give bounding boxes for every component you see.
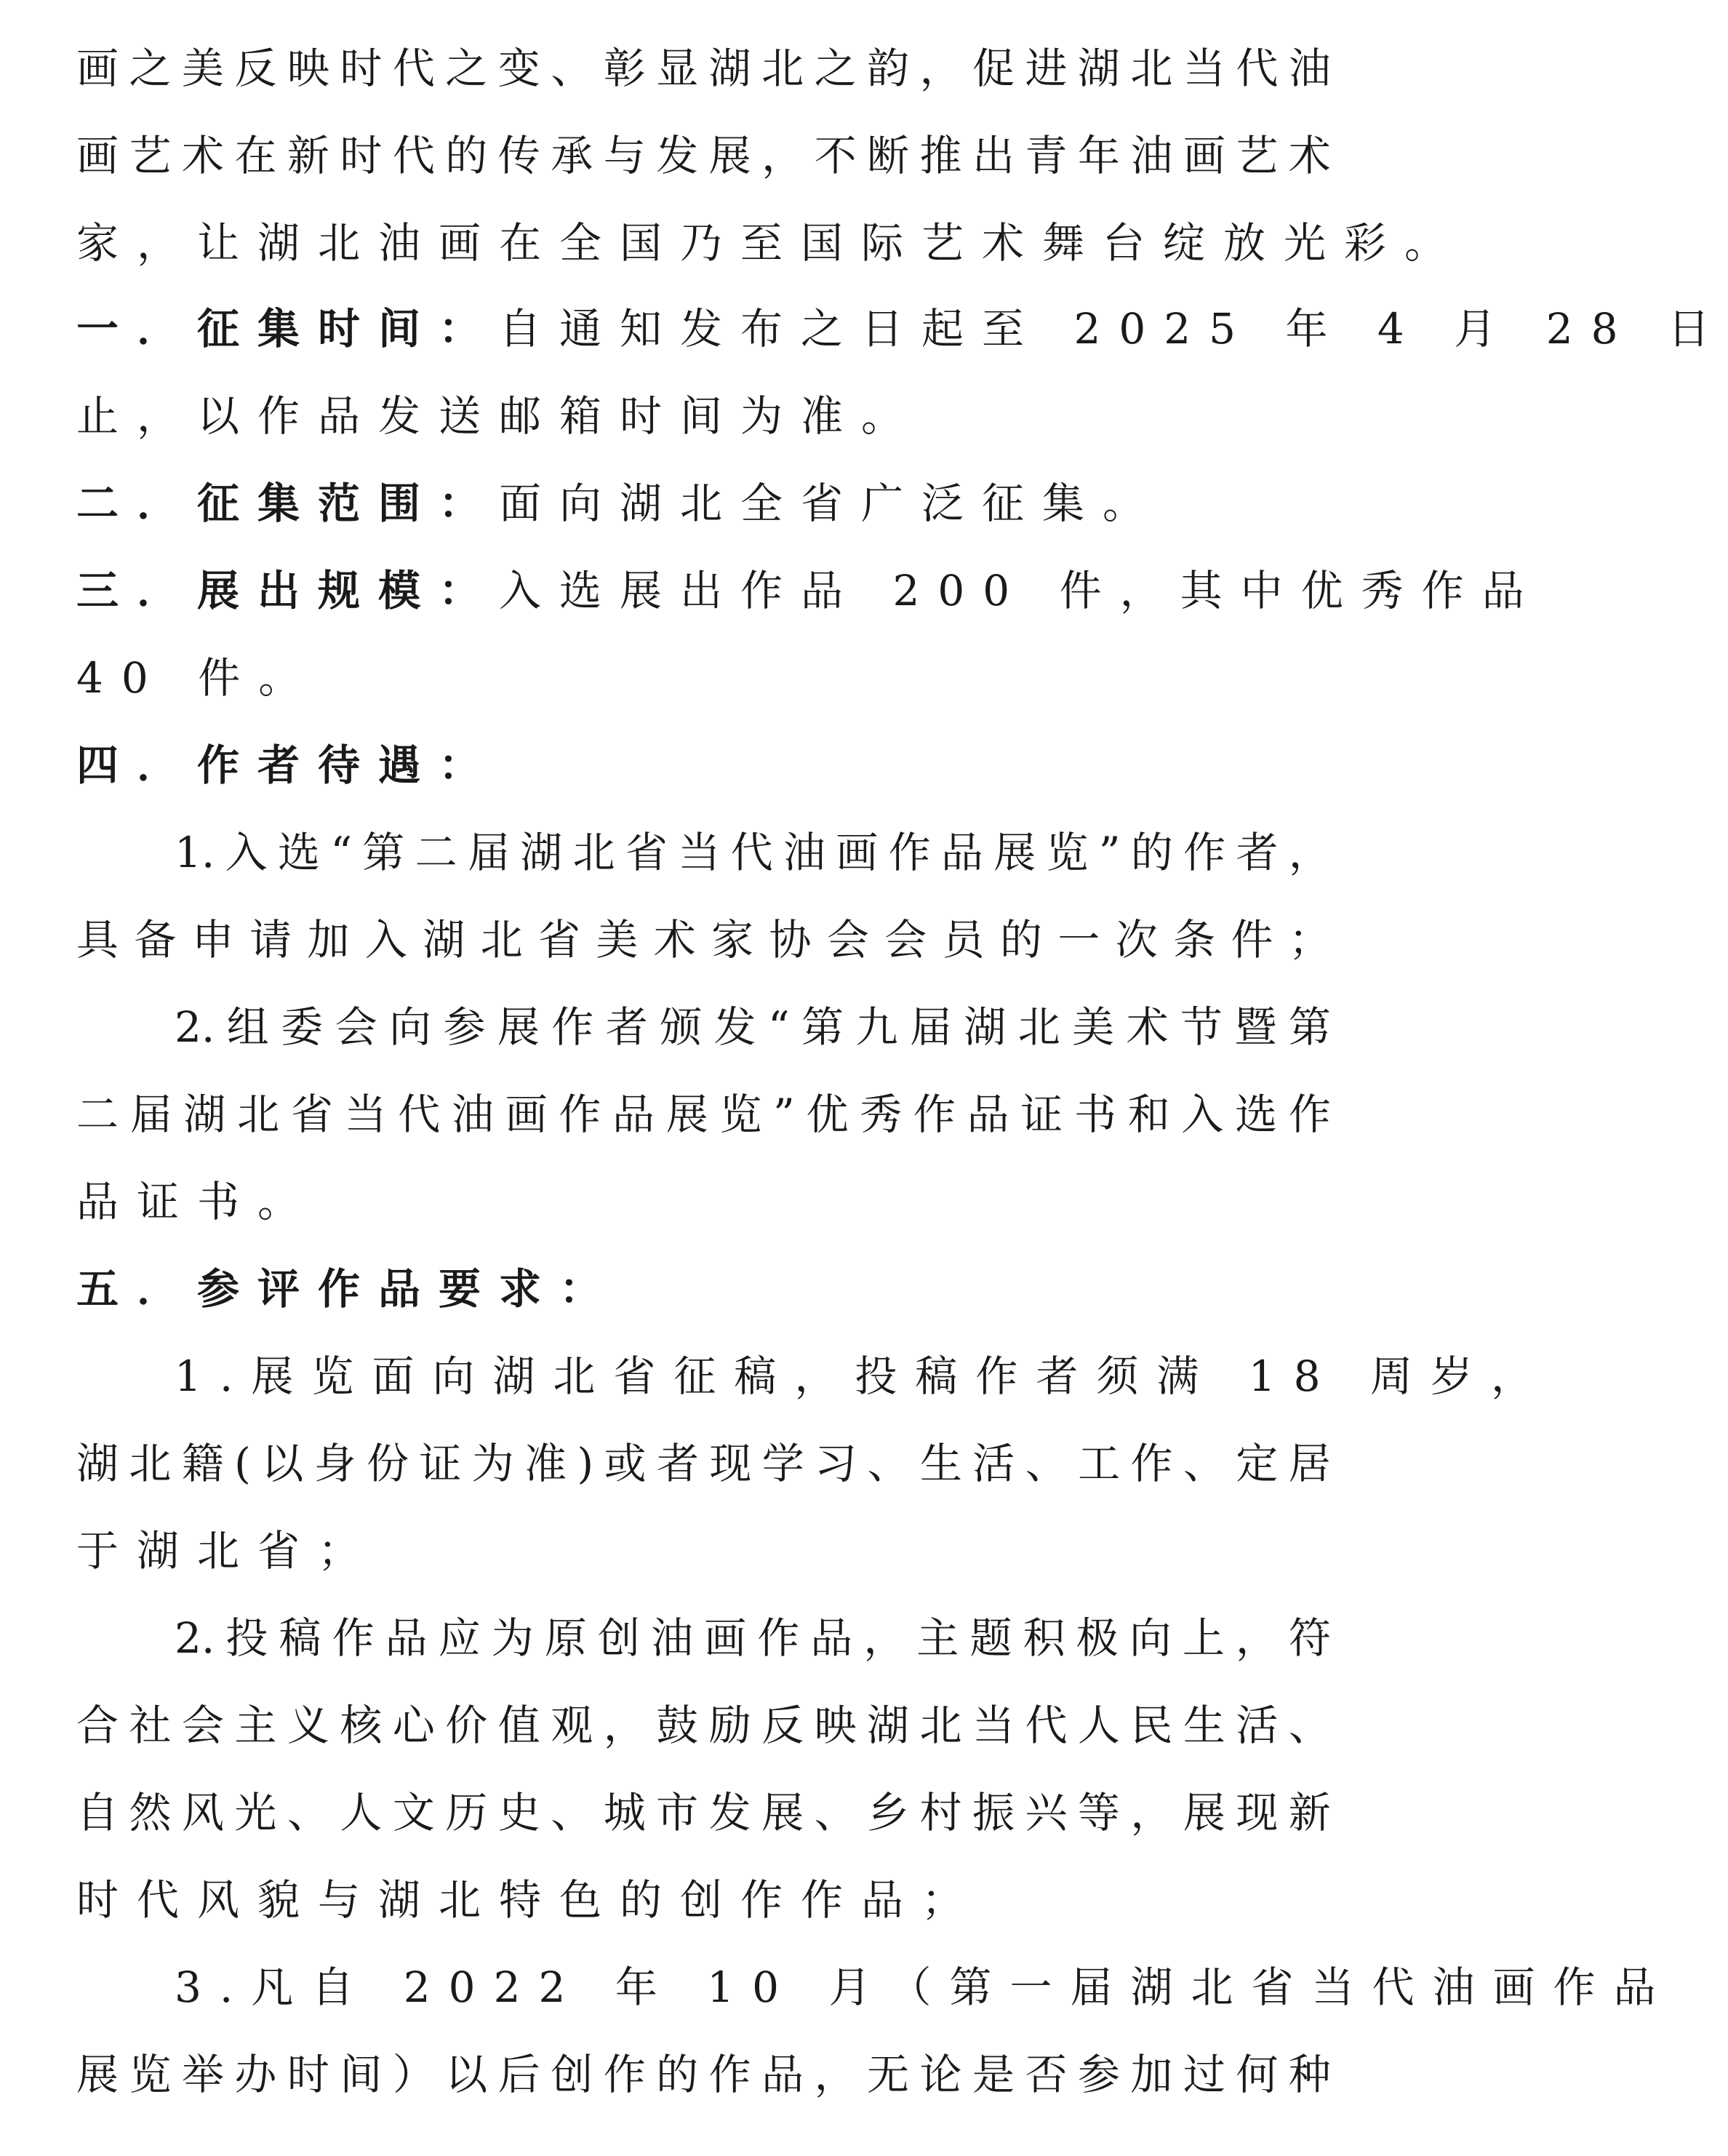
section-text: 面向湖北全省广泛征集。: [499, 479, 1164, 528]
glyph: 协: [769, 915, 812, 965]
glyph: 过: [1183, 2050, 1225, 2099]
glyph: 断: [867, 131, 910, 180]
glyph: 优: [806, 1090, 849, 1139]
glyph: ，: [1130, 1788, 1173, 1837]
glyph: 民: [1130, 1701, 1173, 1750]
glyph: 第: [1288, 1002, 1331, 1052]
glyph: 北: [761, 44, 804, 93]
list-item-line: 品证书。: [76, 1177, 319, 1226]
glyph: 会: [826, 915, 869, 965]
glyph: 员: [942, 915, 985, 965]
glyph: 、: [1288, 1701, 1331, 1750]
glyph: 作: [1130, 1439, 1173, 1488]
glyph: 术: [1288, 131, 1331, 180]
glyph: ，: [761, 131, 804, 180]
glyph: (: [234, 1439, 251, 1488]
glyph: ，: [1288, 828, 1331, 877]
glyph: 品: [940, 828, 983, 877]
glyph: 节: [1180, 1002, 1223, 1052]
glyph: 文: [392, 1788, 435, 1837]
glyph: 和: [1127, 1090, 1170, 1139]
glyph: 鼓: [656, 1701, 699, 1750]
glyph: 九: [855, 1002, 898, 1052]
glyph: ；: [1288, 915, 1331, 965]
glyph: 韵: [867, 44, 910, 93]
glyph: 画: [76, 44, 119, 93]
glyph: 品: [761, 2050, 804, 2099]
glyph: 第: [362, 828, 405, 877]
list-item-line: [76, 1770, 1331, 1856]
glyph: 籍: [181, 1439, 224, 1488]
glyph: 会: [335, 1002, 377, 1052]
glyph: 映: [814, 1701, 857, 1750]
glyph: 申: [191, 915, 234, 965]
glyph: 美: [1072, 1002, 1115, 1052]
glyph: 会: [884, 915, 927, 965]
glyph: 身: [313, 1439, 356, 1488]
glyph: ，: [1235, 1613, 1278, 1663]
glyph: 省: [625, 828, 668, 877]
glyph: 北: [1130, 44, 1173, 93]
glyph: 现: [709, 1439, 752, 1488]
glyph: 条: [1173, 915, 1216, 965]
glyph: 代: [392, 44, 435, 93]
glyph: 件: [1231, 915, 1273, 965]
glyph: 符: [1288, 1613, 1331, 1663]
glyph: 时: [340, 131, 383, 180]
glyph: ，: [919, 44, 962, 93]
list-item-line: [76, 897, 1331, 983]
glyph: 活: [1236, 1701, 1279, 1750]
glyph: 等: [1077, 1788, 1120, 1837]
glyph: 选: [1235, 1090, 1278, 1139]
glyph: 活: [972, 1439, 1015, 1488]
glyph: 题: [969, 1613, 1012, 1663]
glyph: 加: [1130, 2050, 1173, 2099]
glyph: 一: [1057, 915, 1100, 965]
glyph: 当: [344, 1090, 387, 1139]
glyph: 现: [1236, 1788, 1279, 1837]
glyph: 油: [1288, 44, 1331, 93]
glyph: 届: [909, 1002, 952, 1052]
glyph: 代: [1025, 1701, 1068, 1750]
glyph: 种: [1288, 2050, 1331, 2099]
paragraph-line: 家，让湖北油画在全国乃至国际艺术舞台绽放光彩。: [76, 218, 1465, 268]
glyph: 自: [76, 1788, 119, 1837]
glyph: 无: [867, 2050, 910, 2099]
glyph: 入: [1181, 1090, 1224, 1139]
glyph: ，: [814, 2050, 857, 2099]
section-collection-scope: [76, 460, 1331, 546]
glyph: 之: [129, 44, 172, 93]
glyph: 心: [392, 1701, 435, 1750]
glyph: 湖: [423, 915, 465, 965]
glyph: 画: [836, 828, 879, 877]
glyph: 市: [656, 1788, 699, 1837]
glyph: 促: [972, 44, 1015, 93]
glyph: 画: [1183, 131, 1225, 180]
glyph: 备: [134, 915, 177, 965]
glyph: 美: [181, 44, 224, 93]
glyph: 二: [415, 828, 457, 877]
glyph: 学: [761, 1439, 804, 1488]
glyph: 积: [1023, 1613, 1065, 1663]
list-item-line: 于湖北省；: [76, 1526, 379, 1576]
glyph: 史: [497, 1788, 540, 1837]
glyph: 当: [972, 1701, 1015, 1750]
glyph: 举: [181, 2050, 224, 2099]
glyph: 风: [181, 1788, 224, 1837]
glyph: 者: [656, 1439, 699, 1488]
glyph: 办: [234, 2050, 277, 2099]
list-item-line: 时代风貌与湖北特色的创作作品；: [76, 1875, 983, 1925]
glyph: 证: [1020, 1090, 1063, 1139]
glyph: 北: [572, 828, 615, 877]
glyph: 入: [225, 828, 268, 877]
glyph: 生: [1183, 1701, 1225, 1750]
glyph: 合: [76, 1701, 119, 1750]
glyph: 油: [1130, 131, 1173, 180]
glyph: 作: [913, 1090, 956, 1139]
glyph: 间: [340, 2050, 383, 2099]
glyph: 北: [129, 1439, 172, 1488]
glyph: 届: [467, 828, 510, 877]
glyph: 极: [1076, 1613, 1119, 1663]
glyph: 北: [919, 1701, 962, 1750]
glyph: 代: [730, 828, 773, 877]
glyph: 油: [783, 828, 825, 877]
glyph: 代: [1236, 44, 1279, 93]
glyph: 新: [1288, 1788, 1331, 1837]
glyph: 定: [1236, 1439, 1279, 1488]
section-exhibition-scale: [76, 548, 1543, 634]
glyph: 居: [1288, 1439, 1331, 1488]
list-item-line: [175, 810, 1331, 895]
glyph: 新: [287, 131, 329, 180]
glyph: 以: [445, 2050, 488, 2099]
paragraph-line: 止，以作品发送邮箱时间为准。: [76, 391, 922, 441]
glyph: 进: [1025, 44, 1068, 93]
glyph: 届: [129, 1090, 172, 1139]
section-collection-time: [76, 286, 1728, 372]
glyph: 加: [307, 915, 350, 965]
glyph: 湖: [1077, 44, 1120, 93]
glyph: 然: [129, 1788, 172, 1837]
glyph: 发: [708, 1788, 751, 1837]
glyph: 是: [972, 2050, 1015, 2099]
glyph: 当: [678, 828, 721, 877]
glyph: “: [767, 1002, 790, 1052]
glyph: 准: [524, 1439, 567, 1488]
glyph: 组: [226, 1002, 269, 1052]
glyph: 入: [364, 915, 407, 965]
glyph: 会: [181, 1701, 224, 1750]
glyph: 的: [656, 2050, 699, 2099]
glyph: 省: [538, 915, 581, 965]
glyph: 创: [551, 2050, 593, 2099]
glyph: 发: [713, 1002, 756, 1052]
glyph: 发: [656, 131, 699, 180]
glyph: 展: [497, 1002, 540, 1052]
glyph: 术: [653, 915, 696, 965]
glyph: 创: [597, 1613, 640, 1663]
glyph: 请: [249, 915, 292, 965]
glyph: 湖: [520, 828, 563, 877]
glyph: 历: [445, 1788, 488, 1837]
glyph: ）: [392, 2050, 435, 2099]
glyph: 作: [551, 1002, 594, 1052]
glyph: 人: [1077, 1701, 1120, 1750]
glyph: 参: [443, 1002, 486, 1052]
glyph: ): [577, 1439, 594, 1488]
glyph: 的: [1000, 915, 1043, 965]
glyph: 湖: [76, 1439, 119, 1488]
glyph: 油: [651, 1613, 694, 1663]
glyph: 览: [129, 2050, 172, 2099]
glyph: 年: [1077, 131, 1120, 180]
glyph: 、: [814, 1788, 857, 1837]
glyph: 兴: [1025, 1788, 1068, 1837]
glyph: 论: [919, 2050, 962, 2099]
glyph: 、: [551, 1788, 593, 1837]
glyph: 2.: [175, 1613, 215, 1663]
glyph: 展: [665, 1090, 708, 1139]
glyph: 人: [340, 1788, 383, 1837]
glyph: 湖: [964, 1002, 1007, 1052]
glyph: 委: [281, 1002, 324, 1052]
glyph: 者: [605, 1002, 648, 1052]
glyph: 次: [1115, 915, 1158, 965]
glyph: 展: [761, 1788, 804, 1837]
glyph: 二: [76, 1090, 119, 1139]
glyph: ，: [603, 1701, 646, 1750]
glyph: 彰: [603, 44, 646, 93]
glyph: 展: [76, 2050, 119, 2099]
glyph: 暨: [1234, 1002, 1277, 1052]
glyph: 之: [445, 44, 488, 93]
glyph: 、: [287, 1788, 329, 1837]
glyph: “: [330, 828, 352, 877]
glyph: 作: [1288, 1090, 1331, 1139]
glyph: 代: [398, 1090, 441, 1139]
section-heading: 二．征集范围：: [76, 479, 500, 528]
glyph: 时: [287, 2050, 329, 2099]
glyph: 湖: [708, 44, 751, 93]
glyph: 作: [603, 2050, 646, 2099]
glyph: 代: [392, 131, 435, 180]
glyph: 术: [181, 131, 224, 180]
glyph: 北: [237, 1090, 280, 1139]
glyph: 展: [1183, 1788, 1225, 1837]
glyph: 向: [389, 1002, 432, 1052]
glyph: 原: [544, 1613, 587, 1663]
glyph: 向: [1129, 1613, 1172, 1663]
glyph: 工: [1078, 1439, 1121, 1488]
section-heading-work-requirements: 五．参评作品要求：: [76, 1264, 620, 1314]
glyph: 北: [1017, 1002, 1060, 1052]
glyph: 品: [967, 1090, 1009, 1139]
glyph: 具: [76, 915, 119, 965]
glyph: 作: [332, 1613, 375, 1663]
glyph: 、: [1025, 1439, 1068, 1488]
glyph: 、: [867, 1439, 910, 1488]
glyph: 艺: [129, 131, 172, 180]
glyph: 家: [711, 915, 754, 965]
list-item-line: 3.凡自 2022 年 10 月（第一届湖北省当代油画作品: [175, 1963, 1674, 2012]
glyph: 省: [290, 1090, 333, 1139]
glyph: 应: [438, 1613, 481, 1663]
glyph: 品: [612, 1090, 655, 1139]
glyph: 2.: [175, 1002, 215, 1052]
glyph: 稿: [279, 1613, 321, 1663]
glyph: 振: [972, 1788, 1015, 1837]
list-item-line: [175, 1595, 1331, 1681]
glyph: 光: [234, 1788, 277, 1837]
glyph: 为: [491, 1613, 534, 1663]
glyph: 者: [1236, 828, 1279, 877]
glyph: 作: [757, 1613, 800, 1663]
glyph: 画: [704, 1613, 747, 1663]
glyph: 励: [708, 1701, 751, 1750]
glyph: 书: [1074, 1090, 1117, 1139]
list-item-line: [76, 1421, 1331, 1506]
glyph: 青: [1025, 131, 1068, 180]
glyph: 观: [551, 1701, 593, 1750]
glyph: 参: [1077, 2050, 1120, 2099]
glyph: 村: [919, 1788, 962, 1837]
list-item-line: [76, 1682, 1331, 1768]
glyph: 不: [814, 131, 857, 180]
glyph: 显: [656, 44, 699, 93]
glyph: 、: [1183, 1439, 1225, 1488]
glyph: 社: [129, 1701, 172, 1750]
glyph: ”: [773, 1090, 795, 1139]
glyph: 第: [801, 1002, 844, 1052]
glyph: 义: [287, 1701, 329, 1750]
glyph: 推: [919, 131, 962, 180]
section-heading: 三．展出规模：: [76, 566, 500, 615]
glyph: 作: [888, 828, 931, 877]
glyph: 后: [497, 2050, 540, 2099]
section-heading: 一．征集时间：: [76, 304, 500, 354]
glyph: 投: [225, 1613, 268, 1663]
glyph: 画: [505, 1090, 548, 1139]
glyph: 上: [1182, 1613, 1225, 1663]
glyph: 湖: [183, 1090, 226, 1139]
glyph: 的: [1130, 828, 1173, 877]
glyph: 城: [603, 1788, 646, 1837]
glyph: 作: [1183, 828, 1226, 877]
glyph: 作: [559, 1090, 601, 1139]
glyph: 映: [287, 44, 329, 93]
glyph: 反: [234, 44, 277, 93]
glyph: 证: [419, 1439, 462, 1488]
glyph: 或: [604, 1439, 647, 1488]
glyph: 核: [340, 1701, 383, 1750]
paragraph-line: [76, 113, 1331, 199]
glyph: 作: [708, 2050, 751, 2099]
list-item-line: [175, 984, 1331, 1070]
glyph: 展: [708, 131, 751, 180]
glyph: 份: [366, 1439, 409, 1488]
glyph: 1.: [175, 828, 215, 877]
glyph: 的: [445, 131, 488, 180]
glyph: 之: [814, 44, 857, 93]
glyph: 价: [445, 1701, 488, 1750]
glyph: 览: [719, 1090, 762, 1139]
glyph: 北: [480, 915, 523, 965]
glyph: 湖: [867, 1701, 910, 1750]
glyph: 何: [1236, 2050, 1279, 2099]
glyph: 与: [603, 131, 646, 180]
glyph: 选: [277, 828, 320, 877]
glyph: 时: [340, 44, 383, 93]
glyph: 出: [972, 131, 1015, 180]
glyph: 生: [919, 1439, 962, 1488]
list-item-line: 1.展览面向湖北省征稿，投稿作者须满 18 周岁，: [175, 1352, 1552, 1401]
paragraph-line: [76, 25, 1331, 111]
glyph: 术: [1126, 1002, 1169, 1052]
glyph: 艺: [1236, 131, 1279, 180]
glyph: 变: [497, 44, 540, 93]
glyph: 当: [1183, 44, 1225, 93]
section-text: 入选展出作品 200 件，其中优秀作品: [499, 566, 1543, 615]
glyph: 油: [451, 1090, 494, 1139]
glyph: 览: [1046, 828, 1089, 877]
section-text: 自通知发布之日起至 2025 年 4 月 28 日: [499, 304, 1728, 354]
glyph: 画: [76, 131, 119, 180]
list-item-line: [76, 1071, 1331, 1157]
glyph: 习: [815, 1439, 857, 1488]
glyph: ”: [1098, 828, 1121, 877]
glyph: 品: [810, 1613, 853, 1663]
glyph: 乡: [867, 1788, 910, 1837]
glyph: ，: [863, 1613, 906, 1663]
list-item-line: [76, 2032, 1331, 2117]
glyph: 值: [497, 1701, 540, 1750]
glyph: 、: [551, 44, 593, 93]
glyph: 否: [1025, 2050, 1068, 2099]
glyph: 为: [471, 1439, 514, 1488]
glyph: 展: [993, 828, 1036, 877]
paragraph-line: 40 件。: [76, 653, 319, 703]
glyph: 以: [261, 1439, 304, 1488]
glyph: 颁: [660, 1002, 703, 1052]
glyph: 品: [385, 1613, 428, 1663]
glyph: 美: [596, 915, 639, 965]
glyph: 主: [916, 1613, 959, 1663]
glyph: 反: [761, 1701, 804, 1750]
glyph: 在: [234, 131, 277, 180]
glyph: 承: [551, 131, 593, 180]
glyph: 主: [234, 1701, 277, 1750]
glyph: 秀: [860, 1090, 903, 1139]
glyph: 传: [497, 131, 540, 180]
section-heading-author-benefits: 四．作者待遇：: [76, 740, 500, 790]
